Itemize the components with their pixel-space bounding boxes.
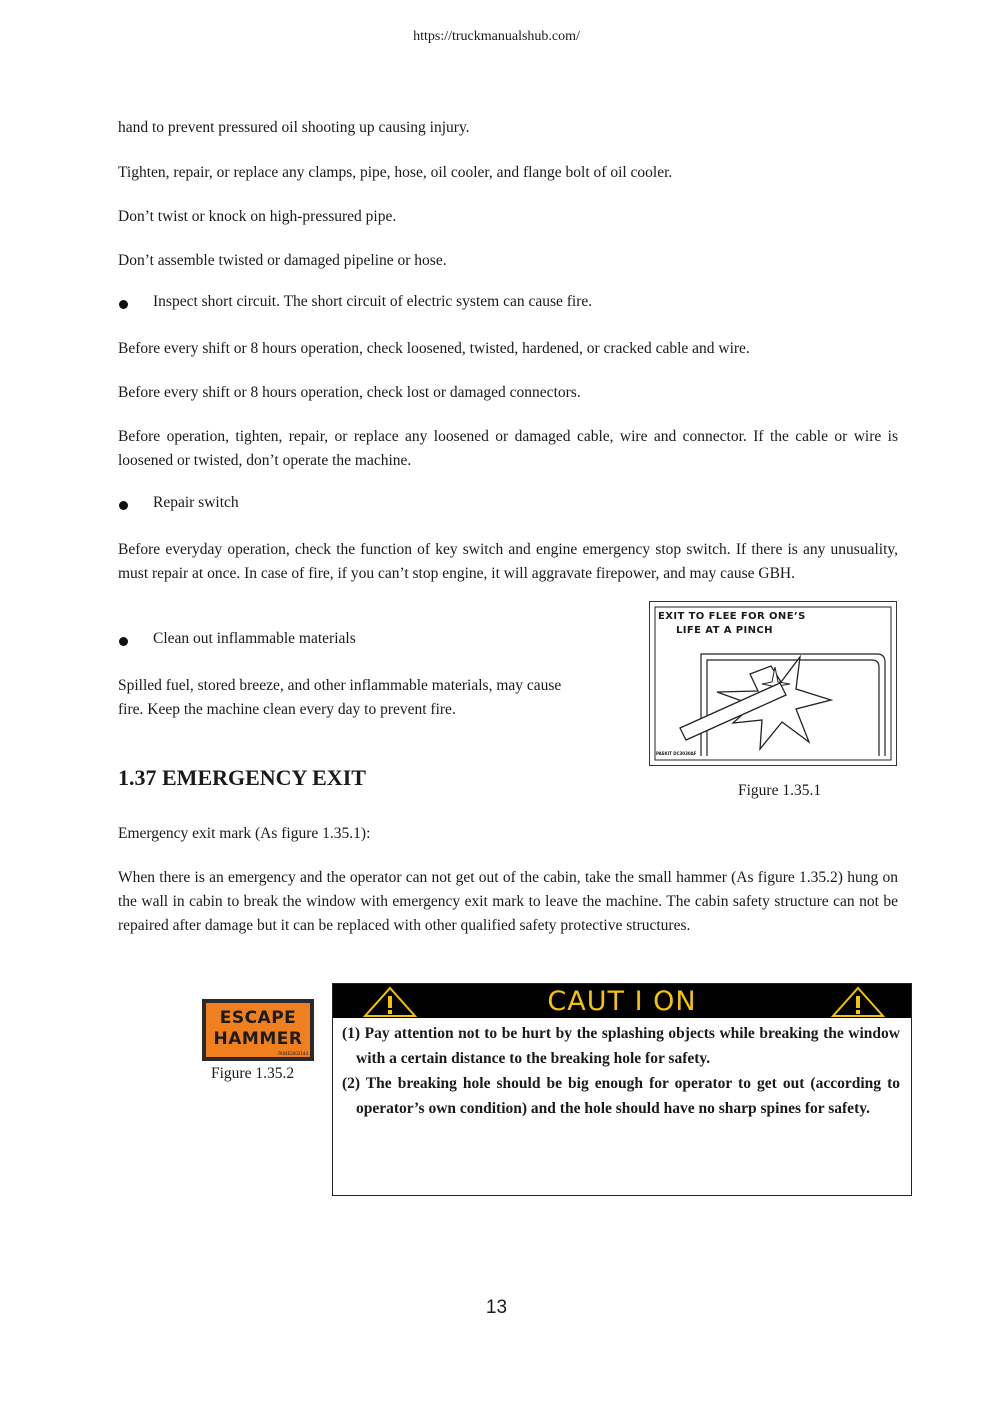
section-heading: 1.37 EMERGENCY EXIT <box>118 765 366 790</box>
paragraph: Tighten, repair, or replace any clamps, pipe, hose, oil cooler, and flange bolt of oil cooler. <box>118 164 673 181</box>
exit-sign-line-1: EXIT TO FLEE FOR ONE’S <box>658 611 806 622</box>
page-number: 13 <box>485 1297 508 1318</box>
exit-sign-line-2: LIFE AT A PINCH <box>676 625 773 636</box>
escape-hammer-label <box>202 999 314 1061</box>
paragraph: Before operation, tighten, repair, or replace any loosened or damaged cable, wire and connector. If the cable or wire is loosened or twisted, don’t operate the machine. <box>118 428 898 469</box>
figure-caption: Figure 1.35.1 <box>738 782 822 799</box>
bullet-item-inflammable: Clean out inflammable materials <box>153 630 356 647</box>
paragraph: Before every shift or 8 hours operation, check lost or damaged connectors. <box>118 384 581 401</box>
paragraph: Don’t assemble twisted or damaged pipeline or hose. <box>118 252 447 269</box>
emergency-exit-sign <box>649 601 897 766</box>
caution-item-2: (2) The breaking hole should be big enough for operator to get out (according to operator’s own condition) and the hole should have no sharp spines for safety. <box>342 1075 900 1117</box>
warning-triangle-icon <box>831 986 885 1018</box>
header-url: https://truckmanualshub.com/ <box>413 29 580 44</box>
escape-hammer-line-1: ESCAPE <box>219 1008 297 1028</box>
paragraph <box>118 674 638 722</box>
escape-hammer-panel <box>206 1003 310 1057</box>
figure-caption: Figure 1.35.2 <box>211 1065 295 1082</box>
caution-header <box>333 984 911 1018</box>
bullet-icon <box>119 300 128 309</box>
exit-sign-title <box>656 610 892 638</box>
escape-hammer-code: 7904ES002144 <box>277 1051 308 1056</box>
bullet-icon <box>119 501 128 510</box>
paragraph: Emergency exit mark (As figure 1.35.1): <box>118 825 371 842</box>
bullet-icon <box>119 637 128 646</box>
paragraph: Before everyday operation, check the function of key switch and engine emergency stop switch. If there is any unusuality, must repair at once. In case of fire, if you can’t stop engine, it will aggravate firepower, and may cause GBH. <box>118 541 898 582</box>
caution-box <box>332 983 912 1196</box>
escape-hammer-line-2: HAMMER <box>213 1029 303 1049</box>
exit-sign-code: PASKIT DC3030AF <box>656 751 697 756</box>
paragraph: When there is an emergency and the operator can not get out of the cabin, take the small hammer (As figure 1.35.2) hung on the wall in cabin to break the window with emergency exit mark to leave the machine. The cabin safety structure can not be repaired after damage but it can be replaced with other qualified safety protective structures. <box>118 869 898 934</box>
paragraph-line: fire. Keep the machine clean every day to prevent fire. <box>118 701 456 718</box>
paragraph-line: Spilled fuel, stored breeze, and other inflammable materials, may cause <box>118 677 562 694</box>
caution-body <box>342 1021 900 1121</box>
bullet-item-repair-switch: Repair switch <box>153 494 239 511</box>
paragraph: hand to prevent pressured oil shooting up causing injury. <box>118 119 470 136</box>
bullet-item-short-circuit: Inspect short circuit. The short circuit of electric system can cause fire. <box>153 293 593 310</box>
caution-item-1: (1) Pay attention not to be hurt by the splashing objects while breaking the window with a certain distance to the breaking hole for safety. <box>342 1025 900 1067</box>
paragraph: Before every shift or 8 hours operation, check loosened, twisted, hardened, or cracked cable and wire. <box>118 340 750 357</box>
caution-title: CAUT I ON <box>547 986 697 1017</box>
paragraph: Don’t twist or knock on high-pressured pipe. <box>118 208 397 225</box>
